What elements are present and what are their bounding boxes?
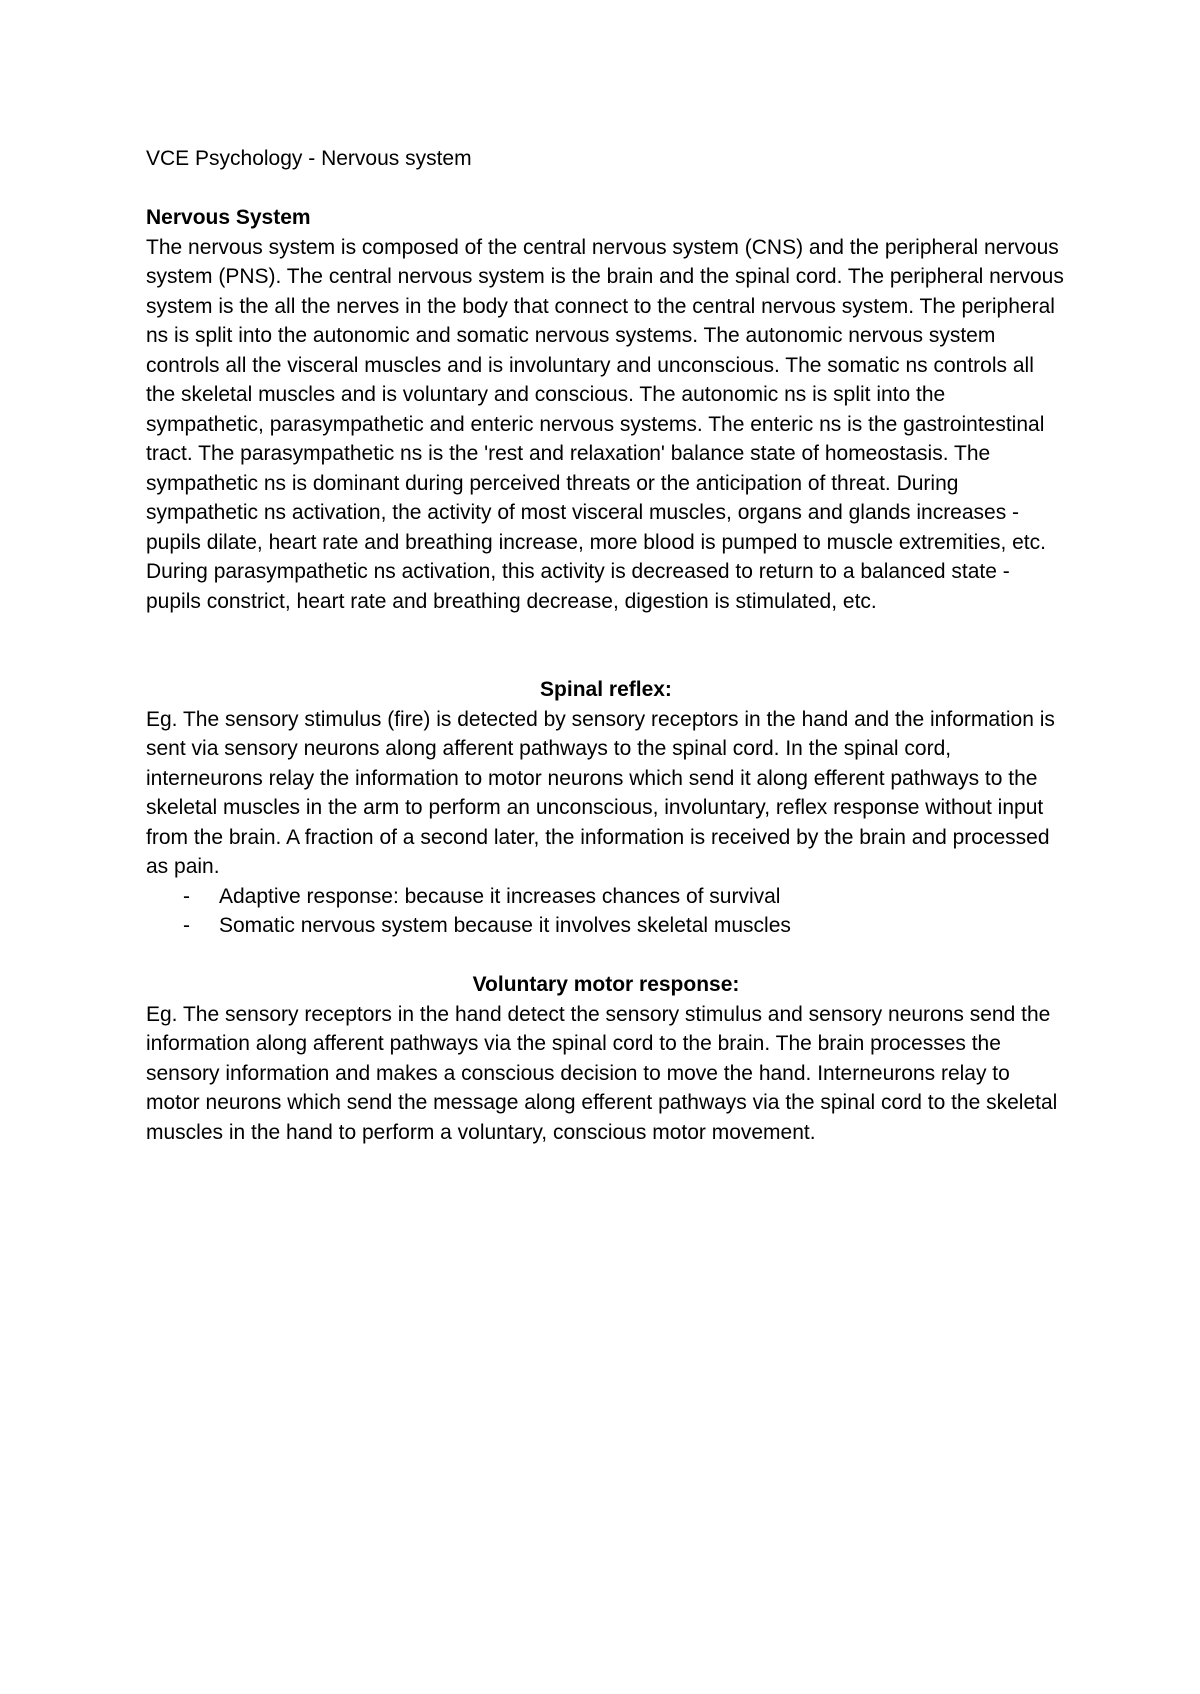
bullet-dash: - [183,914,190,937]
nervous-system-paragraph: The nervous system is composed of the central nervous system (CNS) and the peripheral nervous system (PNS). The central nervous system is the brain and the spinal cord. The peripheral nervous system is the all the nerves in the body that connect to the central nervous system. The peripheral ns is split into the autonomic and somatic nervous systems. The autonomic nervous system controls all the visceral muscles and is involuntary and unconscious. The somatic ns controls all the skeletal muscles and is voluntary and conscious. The autonomic ns is split into the sympathetic, parasympathetic and enteric nervous systems. The enteric ns is the gastrointestinal tract. The parasympathetic ns is the 'rest and relaxation' balance state of homeostasis. The sympathetic ns is dominant during perceived threats or the anticipation of threat. During sympathetic ns activation, the activity of most visceral muscles, organs and glands increases - pupils dilate, heart rate and breathing increase, more blood is pumped to muscle extremities, etc. During parasympathetic ns activation, this activity is decreased to return to a balanced state - pupils constrict, heart rate and breathing decrease, digestion is stimulated, etc. [146,235,1064,613]
voluntary-motor-paragraph: Eg. The sensory receptors in the hand detect the sensory stimulus and sensory neurons send the information along afferent pathways via the spinal cord to the brain. The brain processes the sensory information and makes a conscious decision to move the hand. Interneurons relay to motor neurons which send the message along efferent pathways via the spinal cord to the skeletal muscles in the hand to perform a voluntary, conscious motor movement. [146,1002,1058,1144]
spinal-reflex-heading: Spinal reflex: [540,678,672,701]
section-spacer [146,616,1066,675]
document-page [146,144,1066,1147]
bullet-text: Somatic nervous system because it involves skeletal muscles [219,914,791,937]
spinal-reflex-bullet-list [146,882,1066,941]
list-item [146,911,1066,941]
bullet-text: Adaptive response: because it increases chances of survival [219,884,781,908]
spinal-reflex-paragraph: Eg. The sensory stimulus (fire) is detected by sensory receptors in the hand and the information is sent via sensory neurons along afferent pathways to the spinal cord. In the spinal cord, interneurons relay the information to motor neurons which send it along efferent pathways to the skeletal muscles in the arm to perform an unconscious, involuntary, reflex response without input from the brain. A fraction of a second later, the information is received by the brain and processed as pain. [146,707,1055,878]
nervous-system-heading: Nervous System [146,206,311,229]
document-title: VCE Psychology - Nervous system [146,147,472,170]
list-item [146,882,1066,912]
section-spacer [146,941,1066,971]
voluntary-motor-heading: Voluntary motor response: [472,973,740,996]
bullet-dash: - [183,884,190,908]
